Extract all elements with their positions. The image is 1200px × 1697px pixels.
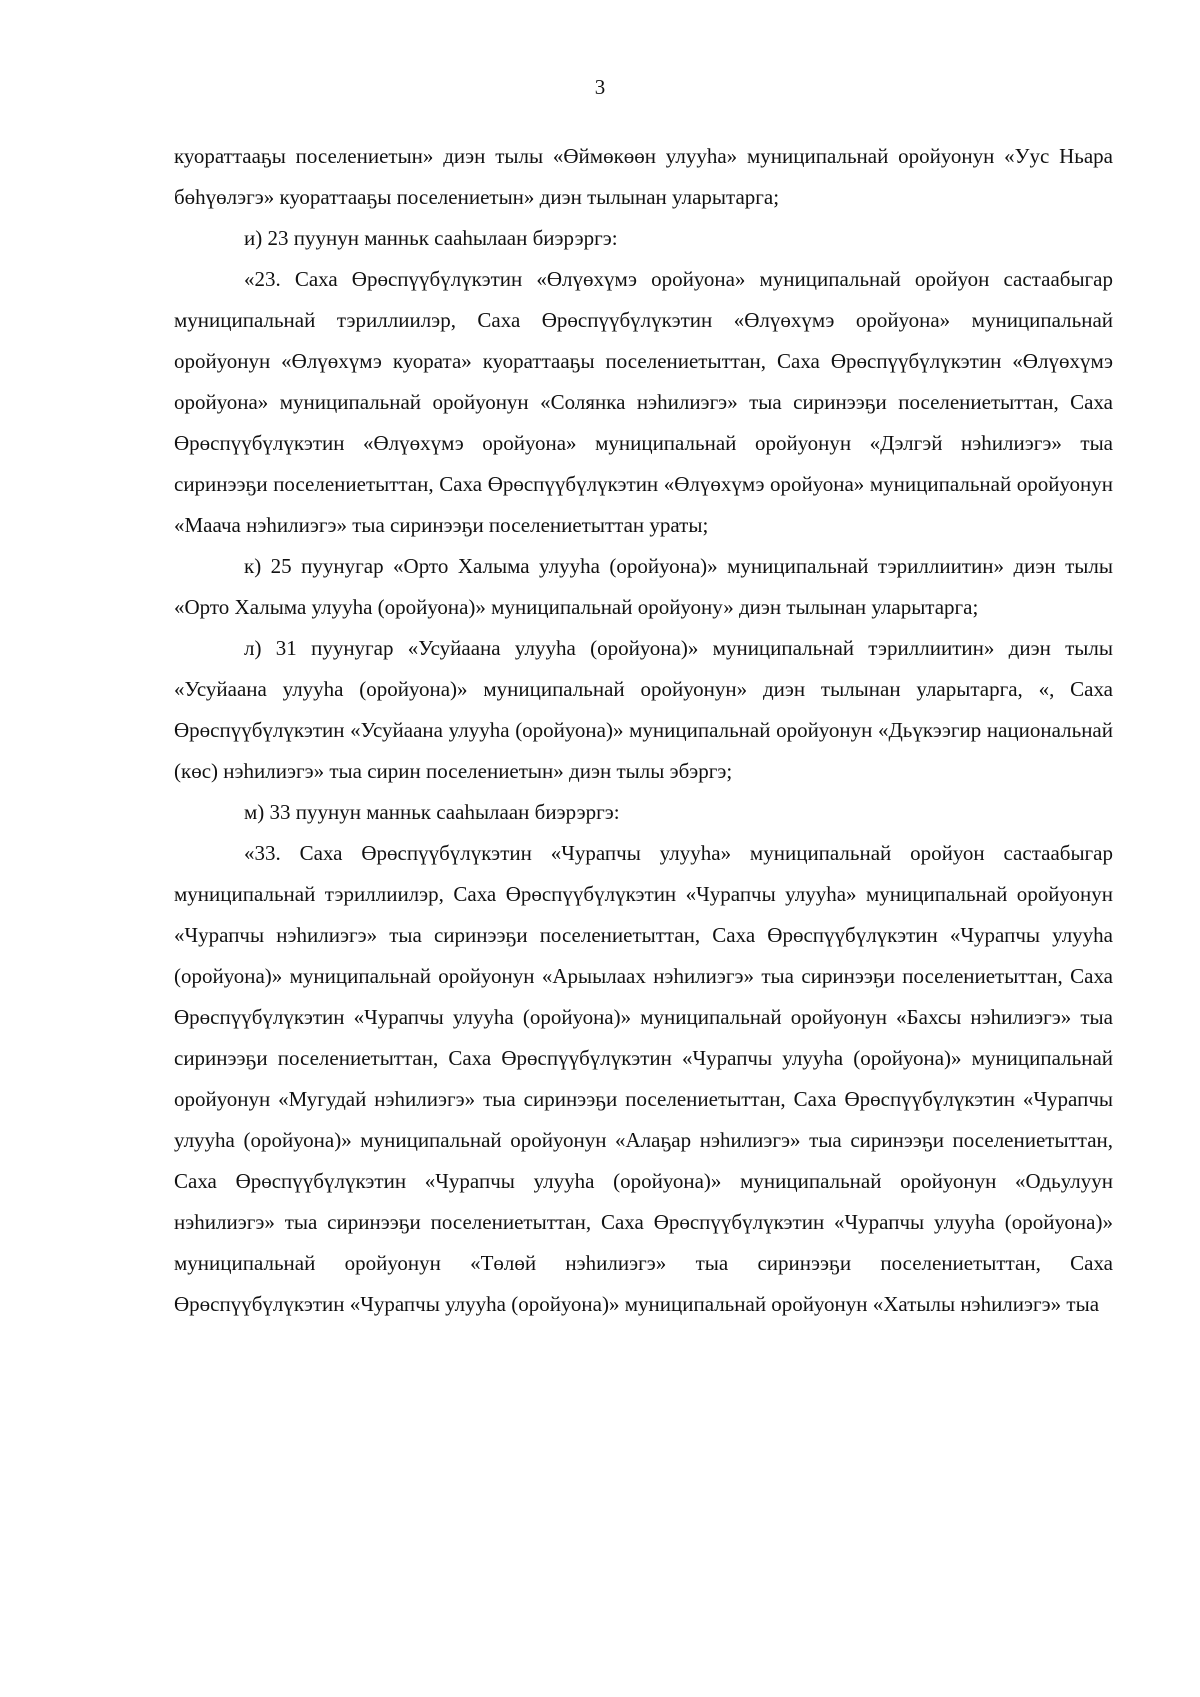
- paragraph-item-l: л) 31 пуунугар «Усуйаана улууһа (оройуона)» муниципальнай тэриллиитин» диэн тылы «Усуйаана улууһа (оройуона)» муниципальнай оройуонун» диэн тылынан уларытарга, «, Саха Өрөспүүбүлүкэтин «Усуйаана улууһа (оройуона)» муниципальнай оройуонун «Дьүкээгир национальнай (көс) нэһилиэгэ» тыа сирин поселениетын» диэн тылы эбэргэ;: [174, 636, 1113, 783]
- paragraph-continuation: куораттааҕы поселениетын» диэн тылы «Өймөкөөн улууһа» муниципальнай оройуонун «Уус Ньара бөһүөлэгэ» куораттааҕы поселениетын» диэн тылынан уларытарга;: [174, 144, 1113, 209]
- paragraph-item-m: м) 33 пуунун манньк сааһылаан биэрэргэ:: [244, 800, 620, 824]
- paragraph-item-33: «33. Саха Өрөспүүбүлүкэтин «Чурапчы улууһа» муниципальнай оройуон састаабыгар муниципальнай тэриллиилэр, Саха Өрөспүүбүлүкэтин «Чурапчы улууһа» муниципальнай оройуонун «Чурапчы нэһилиэгэ» тыа сиринээҕи поселениетыттан, Саха Өрөспүүбүлүкэтин «Чурапчы улууһа (оройуона)» муниципальнай оройуонун «Арыылаах нэһилиэгэ» тыа сиринээҕи поселениетыттан, Саха Өрөспүүбүлүкэтин «Чурапчы улууһа (оройуона)» муниципальнай оройуонун «Бахсы нэһилиэгэ» тыа сиринээҕи поселениетыттан, Саха Өрөспүүбүлүкэтин «Чурапчы улууһа (оройуона)» муниципальнай оройуонун «Мугудай нэһилиэгэ» тыа сиринээҕи поселениетыттан, Саха Өрөспүүбүлүкэтин «Чурапчы улууһа (оройуона)» муниципальнай оройуонун «Алаҕар нэһилиэгэ» тыа сиринээҕи поселениетыттан, Саха Өрөспүүбүлүкэтин «Чурапчы улууһа (оройуона)» муниципальнай оройуонун «Одьулуун нэһилиэгэ» тыа сиринээҕи поселениетыттан, Саха Өрөспүүбүлүкэтин «Чурапчы улууһа (оройуона)» муниципальнай оройуонун «Төлөй нэһилиэгэ» тыа сиринээҕи поселениетыттан, Саха Өрөспүүбүлүкэтин «Чурапчы улууһа (оройуона)» муниципальнай оройуонун «Хатылы нэһилиэгэ» тыа: [174, 841, 1113, 1316]
- document-body: [174, 136, 1113, 1325]
- page-number: 3: [594, 75, 606, 99]
- paragraph-item-k: к) 25 пуунугар «Орто Халыма улууһа (оройуона)» муниципальнай тэриллиитин» диэн тылы «Орто Халыма улууһа (оройуона)» муниципальнай оройуону» диэн тылынан уларытарга;: [174, 554, 1113, 619]
- paragraph-item-i: и) 23 пуунун манньк сааһылаан биэрэргэ:: [244, 226, 618, 250]
- paragraph-item-23: «23. Саха Өрөспүүбүлүкэтин «Өлүөхүмэ оройуона» муниципальнай оройуон састаабыгар муниципальнай тэриллиилэр, Саха Өрөспүүбүлүкэтин «Өлүөхүмэ оройуона» муниципальнай оройуонун «Өлүөхүмэ куората» куораттааҕы поселениетыттан, Саха Өрөспүүбүлүкэтин «Өлүөхүмэ оройуона» муниципальнай оройуонун «Солянка нэһилиэгэ» тыа сиринээҕи поселениетыттан, Саха Өрөспүүбүлүкэтин «Өлүөхүмэ оройуона» муниципальнай оройуонун «Дэлгэй нэһилиэгэ» тыа сиринээҕи поселениетыттан, Саха Өрөспүүбүлүкэтин «Өлүөхүмэ оройуона» муниципальнай оройуонун «Маача нэһилиэгэ» тыа сиринээҕи поселениетыттан ураты;: [174, 267, 1113, 537]
